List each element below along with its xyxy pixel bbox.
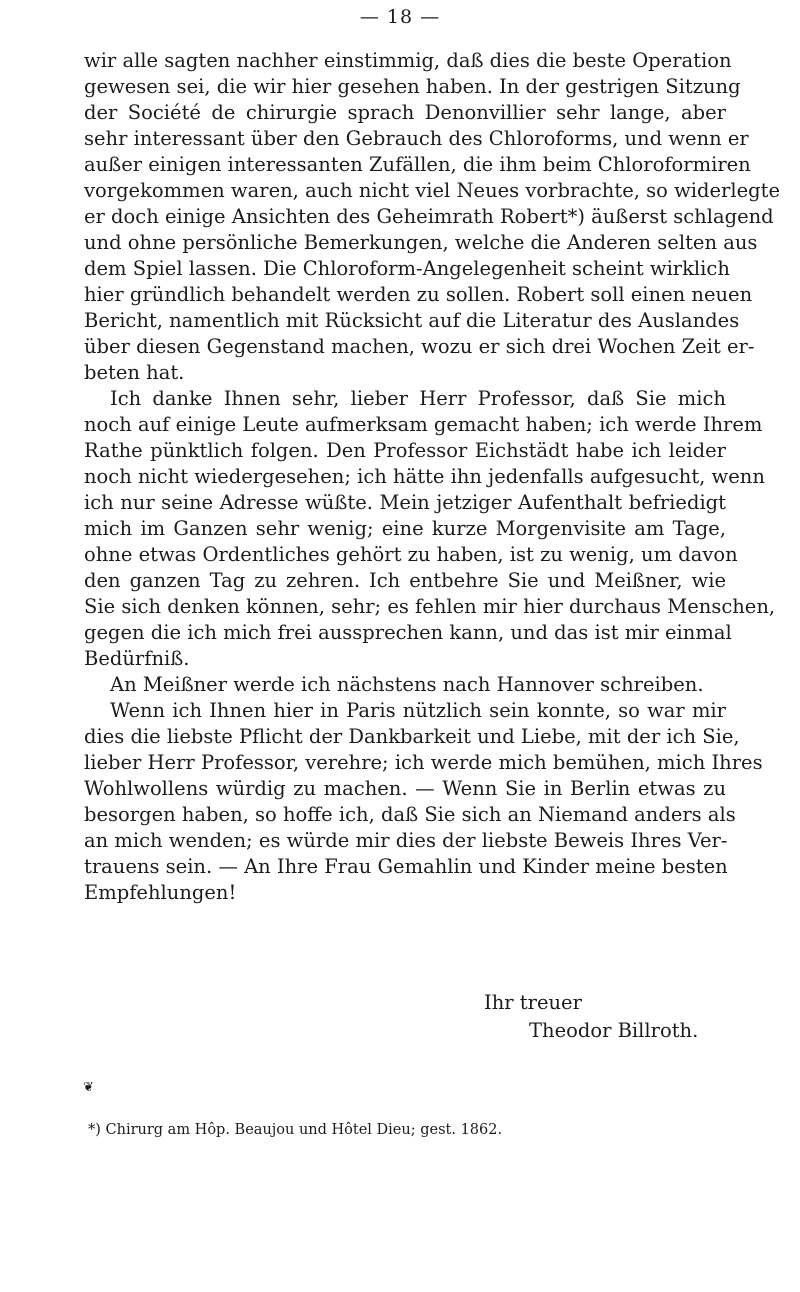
text-line: dies die liebste Pflicht der Dankbarkeit und Liebe, mit der ich Sie, xyxy=(84,725,740,748)
text-line: an mich wenden; es würde mir dies der liebste Beweis Ihres Ver- xyxy=(84,829,728,852)
text-line: gewesen sei, die wir hier gesehen haben. In der gestrigen Sitzung xyxy=(84,75,741,98)
closing-greeting: Ihr treuer xyxy=(484,991,582,1014)
text-line: Sie sich denken können, sehr; es fehlen mir hier durchaus Menschen, xyxy=(84,595,776,618)
letter-body xyxy=(84,48,780,906)
text-line: den ganzen Tag zu zehren. Ich entbehre Sie und Meißner, wie xyxy=(84,569,726,592)
text-line: Bericht, namentlich mit Rücksicht auf die Literatur des Auslandes xyxy=(84,309,740,332)
text-line: noch auf einige Leute aufmerksam gemacht haben; ich werde Ihrem xyxy=(84,413,763,436)
text-line: noch nicht wiedergesehen; ich hätte ihn jedenfalls aufgesucht, wenn xyxy=(84,465,765,488)
paragraph-start-line: Wenn ich Ihnen hier in Paris nützlich sein konnte, so war mir xyxy=(110,699,726,722)
text-line: wir alle sagten nachher einstimmig, daß dies die beste Operation xyxy=(84,49,732,72)
text-line: mich im Ganzen sehr wenig; eine kurze Morgenvisite am Tage, xyxy=(84,517,726,540)
text-line: vorgekommen waren, auch nicht viel Neues vorbrachte, so widerlegte xyxy=(84,179,780,202)
footnote: *) Chirurg am Hôp. Beaujou und Hôtel Dieu; gest. 1862. xyxy=(88,1122,503,1138)
text-line: trauens sein. — An Ihre Frau Gemahlin und Kinder meine besten xyxy=(84,855,728,878)
text-line: er doch einige Ansichten des Geheimrath Robert*) äußerst schlagend xyxy=(84,205,774,228)
fleuron-icon: ❦ xyxy=(83,1080,94,1095)
paragraph-start-line: An Meißner werde ich nächstens nach Hannover schreiben. xyxy=(110,673,704,696)
text-line: der Société de chirurgie sprach Denonvillier sehr lange, aber xyxy=(84,101,726,124)
text-line: besorgen haben, so hoffe ich, daß Sie sich an Niemand anders als xyxy=(84,803,736,826)
text-line: und ohne persönliche Bemerkungen, welche die Anderen selten aus xyxy=(84,231,758,254)
page-number: — 18 — xyxy=(359,6,441,28)
text-line: gegen die ich mich frei aussprechen kann, und das ist mir einmal xyxy=(84,621,732,644)
text-line: sehr interessant über den Gebrauch des Chloroforms, und wenn er xyxy=(84,127,749,150)
text-line: lieber Herr Professor, verehre; ich werde mich bemühen, mich Ihres xyxy=(84,751,763,774)
text-line: über diesen Gegenstand machen, wozu er sich drei Wochen Zeit er- xyxy=(84,335,755,358)
text-line: außer einigen interessanten Zufällen, die ihm beim Chloroformiren xyxy=(84,153,751,176)
paragraph-start-line: Ich danke Ihnen sehr, lieber Herr Professor, daß Sie mich xyxy=(110,387,726,410)
text-line: ich nur seine Adresse wüßte. Mein jetziger Aufenthalt befriedigt xyxy=(84,491,726,514)
text-line: ohne etwas Ordentliches gehört zu haben, ist zu wenig, um davon xyxy=(84,543,738,566)
text-line: beten hat. xyxy=(84,361,185,384)
text-line: Bedürfniß. xyxy=(84,647,190,670)
text-line: dem Spiel lassen. Die Chloroform-Angelegenheit scheint wirklich xyxy=(84,257,730,280)
signature: Theodor Billroth. xyxy=(529,1019,699,1042)
text-line: hier gründlich behandelt werden zu sollen. Robert soll einen neuen xyxy=(84,283,753,306)
text-line: Rathe pünktlich folgen. Den Professor Eichstädt habe ich leider xyxy=(84,439,726,462)
text-line: Empfehlungen! xyxy=(84,881,237,904)
text-line: Wohlwollens würdig zu machen. — Wenn Sie in Berlin etwas zu xyxy=(84,777,726,800)
